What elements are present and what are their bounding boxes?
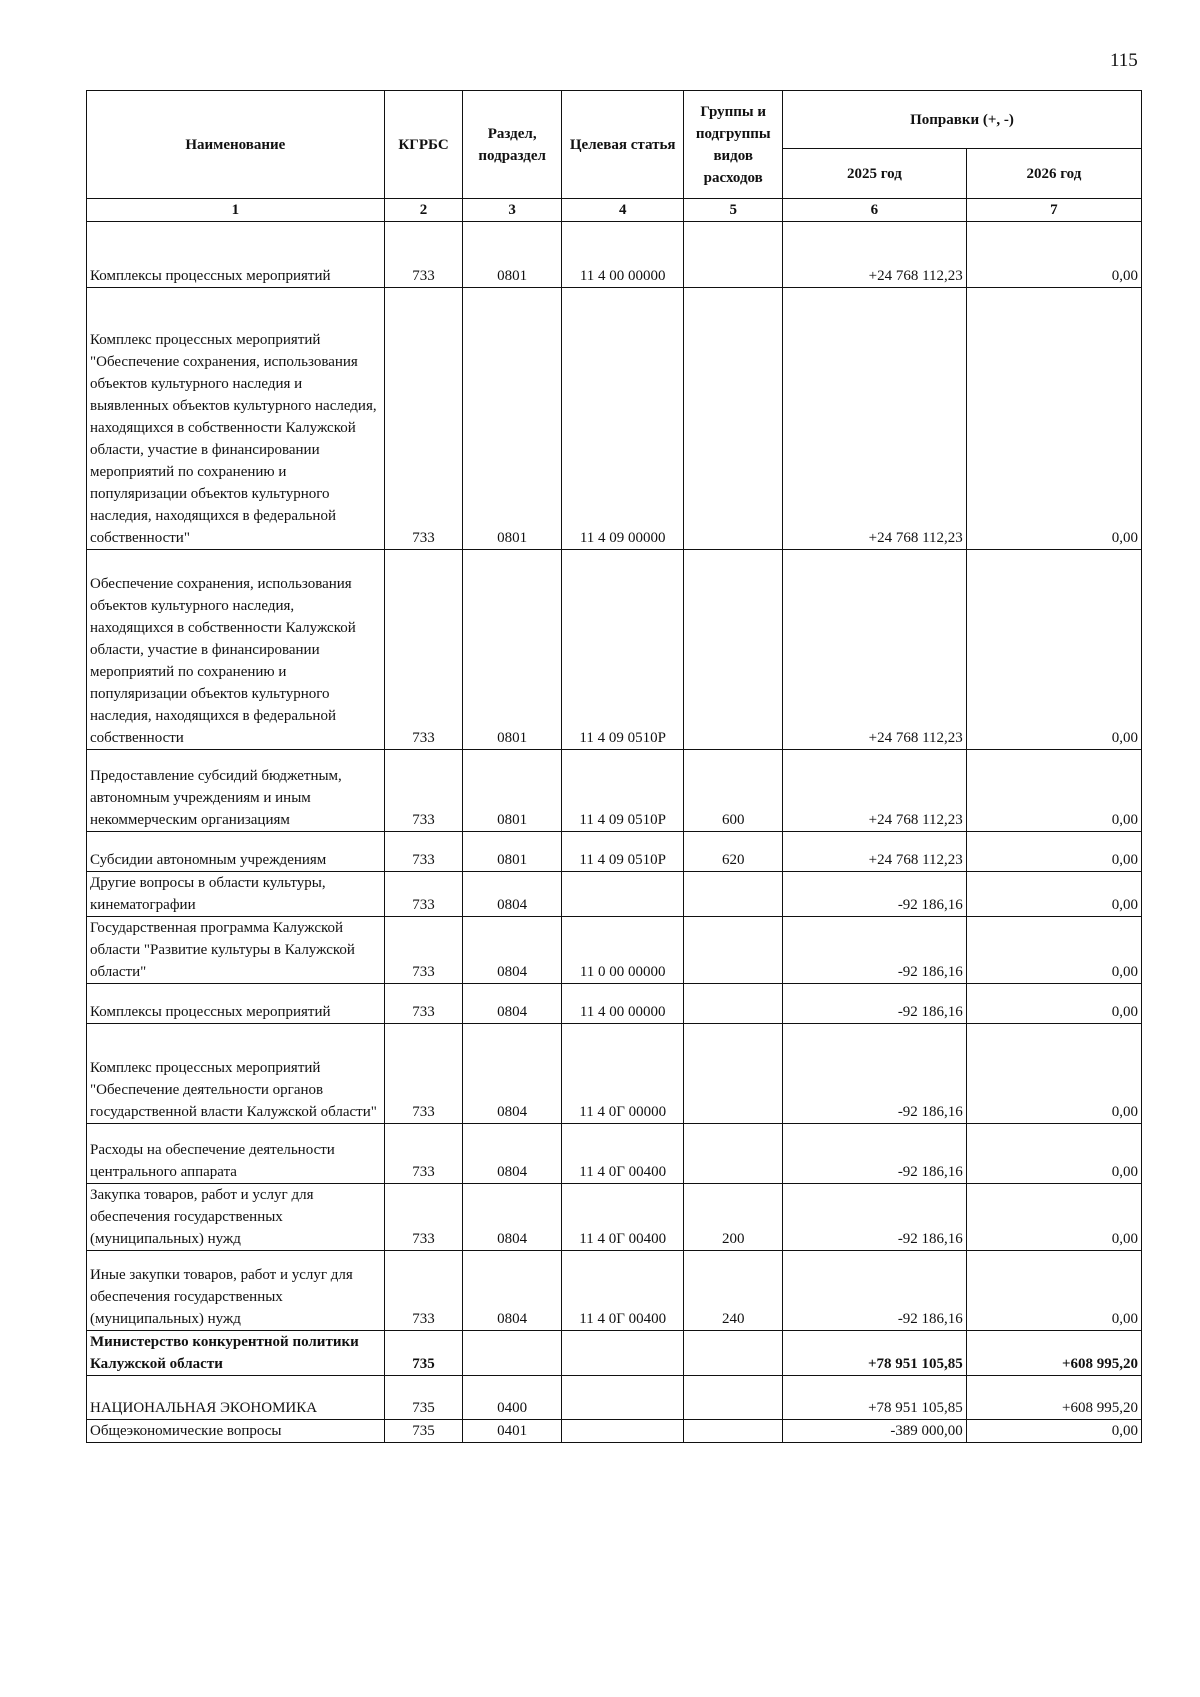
row-amendment-2026: 0,00 xyxy=(966,872,1141,917)
row-expense-group xyxy=(684,550,782,750)
row-amendment-2026: 0,00 xyxy=(966,917,1141,984)
row-section xyxy=(463,1331,561,1376)
column-number: 3 xyxy=(463,199,561,222)
row-amendment-2025: +24 768 112,23 xyxy=(782,222,966,288)
row-amendment-2026: 0,00 xyxy=(966,1420,1141,1443)
row-kgrbs: 733 xyxy=(384,872,463,917)
row-amendment-2025: +78 951 105,85 xyxy=(782,1331,966,1376)
table-row xyxy=(87,832,1142,872)
header-groups: Группы и подгруппы видов расходов xyxy=(684,91,782,199)
row-target-article xyxy=(561,1331,684,1376)
row-name: Комплексы процессных мероприятий xyxy=(87,984,385,1024)
row-section: 0801 xyxy=(463,288,561,550)
row-amendment-2026: 0,00 xyxy=(966,1251,1141,1331)
row-amendment-2025: -92 186,16 xyxy=(782,917,966,984)
row-kgrbs: 733 xyxy=(384,1124,463,1184)
row-name: Предоставление субсидий бюджетным, автономным учреждениям и иным некоммерческим организациям xyxy=(87,750,385,832)
row-amendment-2025: -92 186,16 xyxy=(782,984,966,1024)
header-amendments: Поправки (+, -) xyxy=(782,91,1141,149)
row-amendment-2026: 0,00 xyxy=(966,288,1141,550)
row-kgrbs: 735 xyxy=(384,1376,463,1420)
table-row xyxy=(87,872,1142,917)
row-amendment-2025: -92 186,16 xyxy=(782,872,966,917)
column-number: 2 xyxy=(384,199,463,222)
column-number: 5 xyxy=(684,199,782,222)
row-name: Общеэкономические вопросы xyxy=(87,1420,385,1443)
row-kgrbs: 735 xyxy=(384,1331,463,1376)
row-kgrbs: 733 xyxy=(384,1184,463,1251)
row-expense-group: 200 xyxy=(684,1184,782,1251)
header-name: Наименование xyxy=(87,91,385,199)
row-target-article: 11 4 0Г 00000 xyxy=(561,1024,684,1124)
row-section: 0804 xyxy=(463,984,561,1024)
row-kgrbs: 733 xyxy=(384,222,463,288)
table-header xyxy=(87,91,1142,222)
row-target-article: 11 4 0Г 00400 xyxy=(561,1251,684,1331)
header-target: Целевая статья xyxy=(561,91,684,199)
row-target-article: 11 4 00 00000 xyxy=(561,984,684,1024)
row-section: 0804 xyxy=(463,917,561,984)
row-name: Государственная программа Калужской области "Развитие культуры в Калужской области" xyxy=(87,917,385,984)
column-number: 1 xyxy=(87,199,385,222)
row-kgrbs: 733 xyxy=(384,1024,463,1124)
row-section: 0804 xyxy=(463,1251,561,1331)
row-name: Закупка товаров, работ и услуг для обеспечения государственных (муниципальных) нужд xyxy=(87,1184,385,1251)
row-kgrbs: 733 xyxy=(384,288,463,550)
row-amendment-2026: +608 995,20 xyxy=(966,1331,1141,1376)
table-row xyxy=(87,550,1142,750)
row-amendment-2025: +24 768 112,23 xyxy=(782,750,966,832)
row-kgrbs: 733 xyxy=(384,1251,463,1331)
row-name: Комплекс процессных мероприятий "Обеспечение деятельности органов государственной власти Калужской области" xyxy=(87,1024,385,1124)
row-name: Обеспечение сохранения, использования объектов культурного наследия, находящихся в собственности Калужской области, участие в финансировании мероприятий по сохранению и популяризации объектов культурного наследия, находящихся в федеральной собственности xyxy=(87,550,385,750)
row-expense-group xyxy=(684,1024,782,1124)
row-amendment-2025: -92 186,16 xyxy=(782,1184,966,1251)
row-amendment-2026: 0,00 xyxy=(966,832,1141,872)
row-kgrbs: 735 xyxy=(384,1420,463,1443)
row-expense-group xyxy=(684,288,782,550)
row-target-article: 11 0 00 00000 xyxy=(561,917,684,984)
column-number: 7 xyxy=(966,199,1141,222)
row-amendment-2025: -92 186,16 xyxy=(782,1251,966,1331)
row-target-article xyxy=(561,1376,684,1420)
row-kgrbs: 733 xyxy=(384,917,463,984)
row-expense-group xyxy=(684,222,782,288)
row-expense-group: 240 xyxy=(684,1251,782,1331)
row-section: 0804 xyxy=(463,1124,561,1184)
row-target-article: 11 4 09 0510P xyxy=(561,832,684,872)
row-name: Другие вопросы в области культуры, кинематографии xyxy=(87,872,385,917)
row-expense-group xyxy=(684,872,782,917)
row-amendment-2026: 0,00 xyxy=(966,750,1141,832)
row-section: 0804 xyxy=(463,1184,561,1251)
row-name: НАЦИОНАЛЬНАЯ ЭКОНОМИКА xyxy=(87,1376,385,1420)
row-amendment-2026: 0,00 xyxy=(966,550,1141,750)
row-section: 0801 xyxy=(463,550,561,750)
row-name: Субсидии автономным учреждениям xyxy=(87,832,385,872)
row-amendment-2025: +24 768 112,23 xyxy=(782,832,966,872)
row-amendment-2025: -92 186,16 xyxy=(782,1024,966,1124)
row-kgrbs: 733 xyxy=(384,984,463,1024)
row-name: Комплекс процессных мероприятий "Обеспечение сохранения, использования объектов культурного наследия и выявленных объектов культурного наследия, находящихся в собственности Калужской области, участие в финансировании мероприятий по сохранению и популяризации объектов культурного наследия, находящихся в федеральной собственности" xyxy=(87,288,385,550)
header-year-2026: 2026 год xyxy=(966,149,1141,199)
row-section: 0400 xyxy=(463,1376,561,1420)
row-section: 0401 xyxy=(463,1420,561,1443)
column-number-row xyxy=(87,199,1142,222)
row-amendment-2026: +608 995,20 xyxy=(966,1376,1141,1420)
row-target-article xyxy=(561,1420,684,1443)
header-year-2025: 2025 год xyxy=(782,149,966,199)
table-row xyxy=(87,1024,1142,1124)
row-amendment-2025: +24 768 112,23 xyxy=(782,550,966,750)
row-target-article: 11 4 09 0510P xyxy=(561,550,684,750)
row-section: 0804 xyxy=(463,872,561,917)
row-amendment-2026: 0,00 xyxy=(966,222,1141,288)
table-row xyxy=(87,1420,1142,1443)
row-amendment-2026: 0,00 xyxy=(966,1124,1141,1184)
table-row xyxy=(87,750,1142,832)
row-target-article: 11 4 0Г 00400 xyxy=(561,1124,684,1184)
row-name: Иные закупки товаров, работ и услуг для обеспечения государственных (муниципальных) нужд xyxy=(87,1251,385,1331)
table-body xyxy=(87,222,1142,1443)
budget-amendments-table xyxy=(86,90,1142,1443)
row-amendment-2026: 0,00 xyxy=(966,984,1141,1024)
row-target-article: 11 4 00 00000 xyxy=(561,222,684,288)
row-expense-group xyxy=(684,1420,782,1443)
table-row xyxy=(87,917,1142,984)
column-number: 4 xyxy=(561,199,684,222)
row-section: 0801 xyxy=(463,222,561,288)
row-kgrbs: 733 xyxy=(384,832,463,872)
row-name: Расходы на обеспечение деятельности центрального аппарата xyxy=(87,1124,385,1184)
table-row xyxy=(87,1124,1142,1184)
row-target-article: 11 4 0Г 00400 xyxy=(561,1184,684,1251)
table-row xyxy=(87,288,1142,550)
row-target-article xyxy=(561,872,684,917)
column-number: 6 xyxy=(782,199,966,222)
row-amendment-2025: -92 186,16 xyxy=(782,1124,966,1184)
row-expense-group xyxy=(684,1376,782,1420)
row-section: 0801 xyxy=(463,832,561,872)
table-row xyxy=(87,984,1142,1024)
row-name: Комплексы процессных мероприятий xyxy=(87,222,385,288)
row-kgrbs: 733 xyxy=(384,550,463,750)
table-row xyxy=(87,222,1142,288)
row-expense-group xyxy=(684,917,782,984)
page-number: 115 xyxy=(1110,50,1138,71)
table-row xyxy=(87,1184,1142,1251)
row-target-article: 11 4 09 0510P xyxy=(561,750,684,832)
row-expense-group xyxy=(684,984,782,1024)
header-section: Раздел, подраздел xyxy=(463,91,561,199)
row-name: Министерство конкурентной политики Калужской области xyxy=(87,1331,385,1376)
row-expense-group xyxy=(684,1331,782,1376)
row-amendment-2025: +78 951 105,85 xyxy=(782,1376,966,1420)
row-amendment-2026: 0,00 xyxy=(966,1024,1141,1124)
row-amendment-2025: +24 768 112,23 xyxy=(782,288,966,550)
row-expense-group: 600 xyxy=(684,750,782,832)
row-section: 0804 xyxy=(463,1024,561,1124)
row-section: 0801 xyxy=(463,750,561,832)
row-kgrbs: 733 xyxy=(384,750,463,832)
row-amendment-2026: 0,00 xyxy=(966,1184,1141,1251)
row-amendment-2025: -389 000,00 xyxy=(782,1420,966,1443)
header-kgrbs: КГРБС xyxy=(384,91,463,199)
table-row xyxy=(87,1251,1142,1331)
row-expense-group: 620 xyxy=(684,832,782,872)
table-row xyxy=(87,1376,1142,1420)
row-expense-group xyxy=(684,1124,782,1184)
table-row xyxy=(87,1331,1142,1376)
row-target-article: 11 4 09 00000 xyxy=(561,288,684,550)
